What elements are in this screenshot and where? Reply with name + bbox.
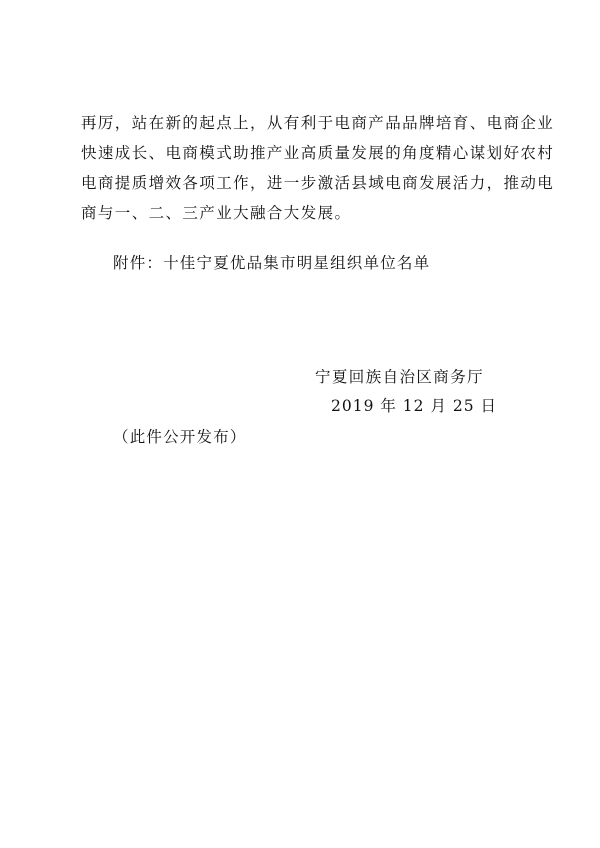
issue-date: 2019 年 12 月 25 日 [331, 397, 498, 415]
body-text-line-1: 再厉，站在新的起点上，从有利于电商产品品牌培育、电商企业 [81, 114, 555, 132]
body-text-line-4: 商与一、二、三产业大融合大发展。 [81, 204, 352, 222]
attachment-note: 附件：十佳宁夏优品集市明星组织单位名单 [113, 254, 431, 272]
body-text-line-3: 电商提质增效各项工作，进一步激活县域电商发展活力，推动电 [81, 174, 555, 192]
issuing-authority: 宁夏回族自治区商务厅 [315, 368, 485, 386]
body-text-line-2: 快速成长、电商模式助推产业高质量发展的角度精心谋划好农村 [81, 144, 555, 162]
publication-note: （此件公开发布） [113, 428, 247, 446]
